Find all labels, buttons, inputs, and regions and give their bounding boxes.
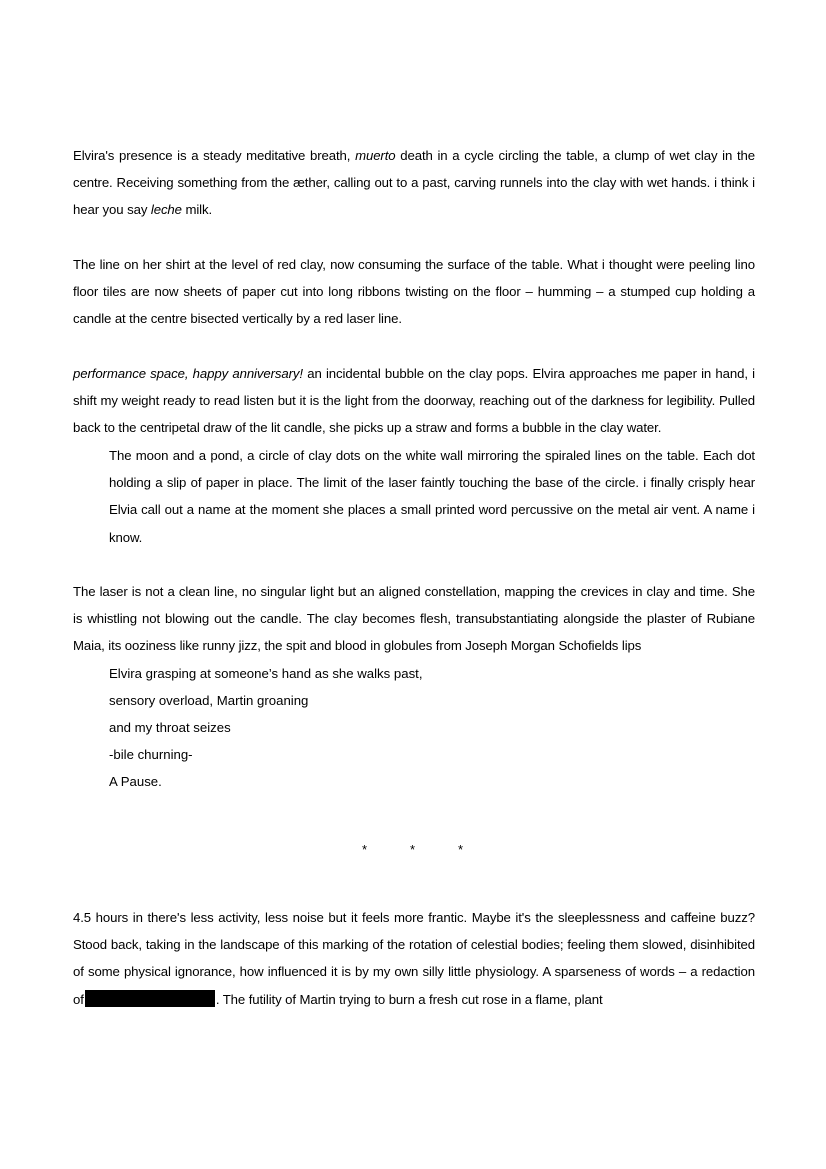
paragraph-5: The laser is not a clean line, no singular light but an aligned constellation, mapping the crevices in clay and time. She is whistling not blowing out the candle. The clay becomes flesh, transubstantiating alongside the plaster of Rubiane Maia, its ooziness like runny jizz, the spit and blood in globules from Joseph Morgan Schofields lips [73, 584, 755, 654]
italic-phrase: performance space, happy anniversary! [73, 366, 303, 381]
verse-line: -bile churning- [109, 747, 193, 762]
paragraph-1 [73, 142, 755, 224]
section-separator [0, 838, 826, 862]
paragraph-text: Elvira's presence is a steady meditative breath, [73, 148, 356, 163]
paragraph-2: The line on her shirt at the level of red clay, now consuming the surface of the table. What i thought were peeling lino floor tiles are now sheets of paper cut into long ribbons twisting on the floor – humming – a stumped cup holding a candle at the centre bisected vertically by a red laser line. [73, 257, 755, 327]
separator-asterisk: * [362, 842, 368, 857]
verse-line: and my throat seizes [109, 720, 231, 735]
paragraph-text: death in a cycle circling the table, a clump of wet clay in the centre. Receiving something from the æther, calling out to a past, carving runnels into the clay with wet hands. i think i hear you say [73, 148, 755, 218]
redaction-bar [85, 990, 215, 1007]
italic-word: muerto [355, 148, 396, 163]
verse-line: A Pause. [109, 774, 162, 789]
verse-line: Elvira grasping at someone’s hand as she walks past, [109, 666, 423, 681]
separator-asterisk: * [410, 842, 416, 857]
paragraph-text: . The futility of Martin trying to burn a fresh cut rose in a flame, plant [215, 991, 603, 1007]
paragraph-text: milk. [181, 202, 213, 218]
paragraph-text: an incidental bubble on the clay pops. Elvira approaches me paper in hand, i shift my weight ready to read listen but it is the light from the doorway, reaching out of the darkness for legibility. Pulled back to the centripetal draw of the lit candle, she picks up a straw and forms a bubble in the clay water. [73, 366, 755, 436]
paragraph-text: 4.5 hours in there's less activity, less noise but it feels more frantic. Maybe it's the sleeplessness and caffeine buzz? Stood back, taking in the landscape of this marking of the rotation of celestial bodies; feeling them slowed, disinhibited of some physical ignorance, how influenced it is by my own silly little physiology. A sparseness of words – a redaction of [73, 910, 755, 1007]
indented-paragraph: The moon and a pond, a circle of clay dots on the white wall mirroring the spiraled lines on the table. Each dot holding a slip of paper in place. The limit of the laser faintly touching the base of the circle. i finally crisply hear Elvia call out a name at the moment she places a small printed word percussive on the metal air vent. A name i know. [109, 448, 755, 545]
paragraph-6 [73, 904, 755, 1013]
verse-line: sensory overload, Martin groaning [109, 693, 309, 708]
italic-word: leche [150, 202, 182, 218]
separator-asterisk: * [458, 842, 464, 857]
paragraph-3 [73, 360, 755, 442]
